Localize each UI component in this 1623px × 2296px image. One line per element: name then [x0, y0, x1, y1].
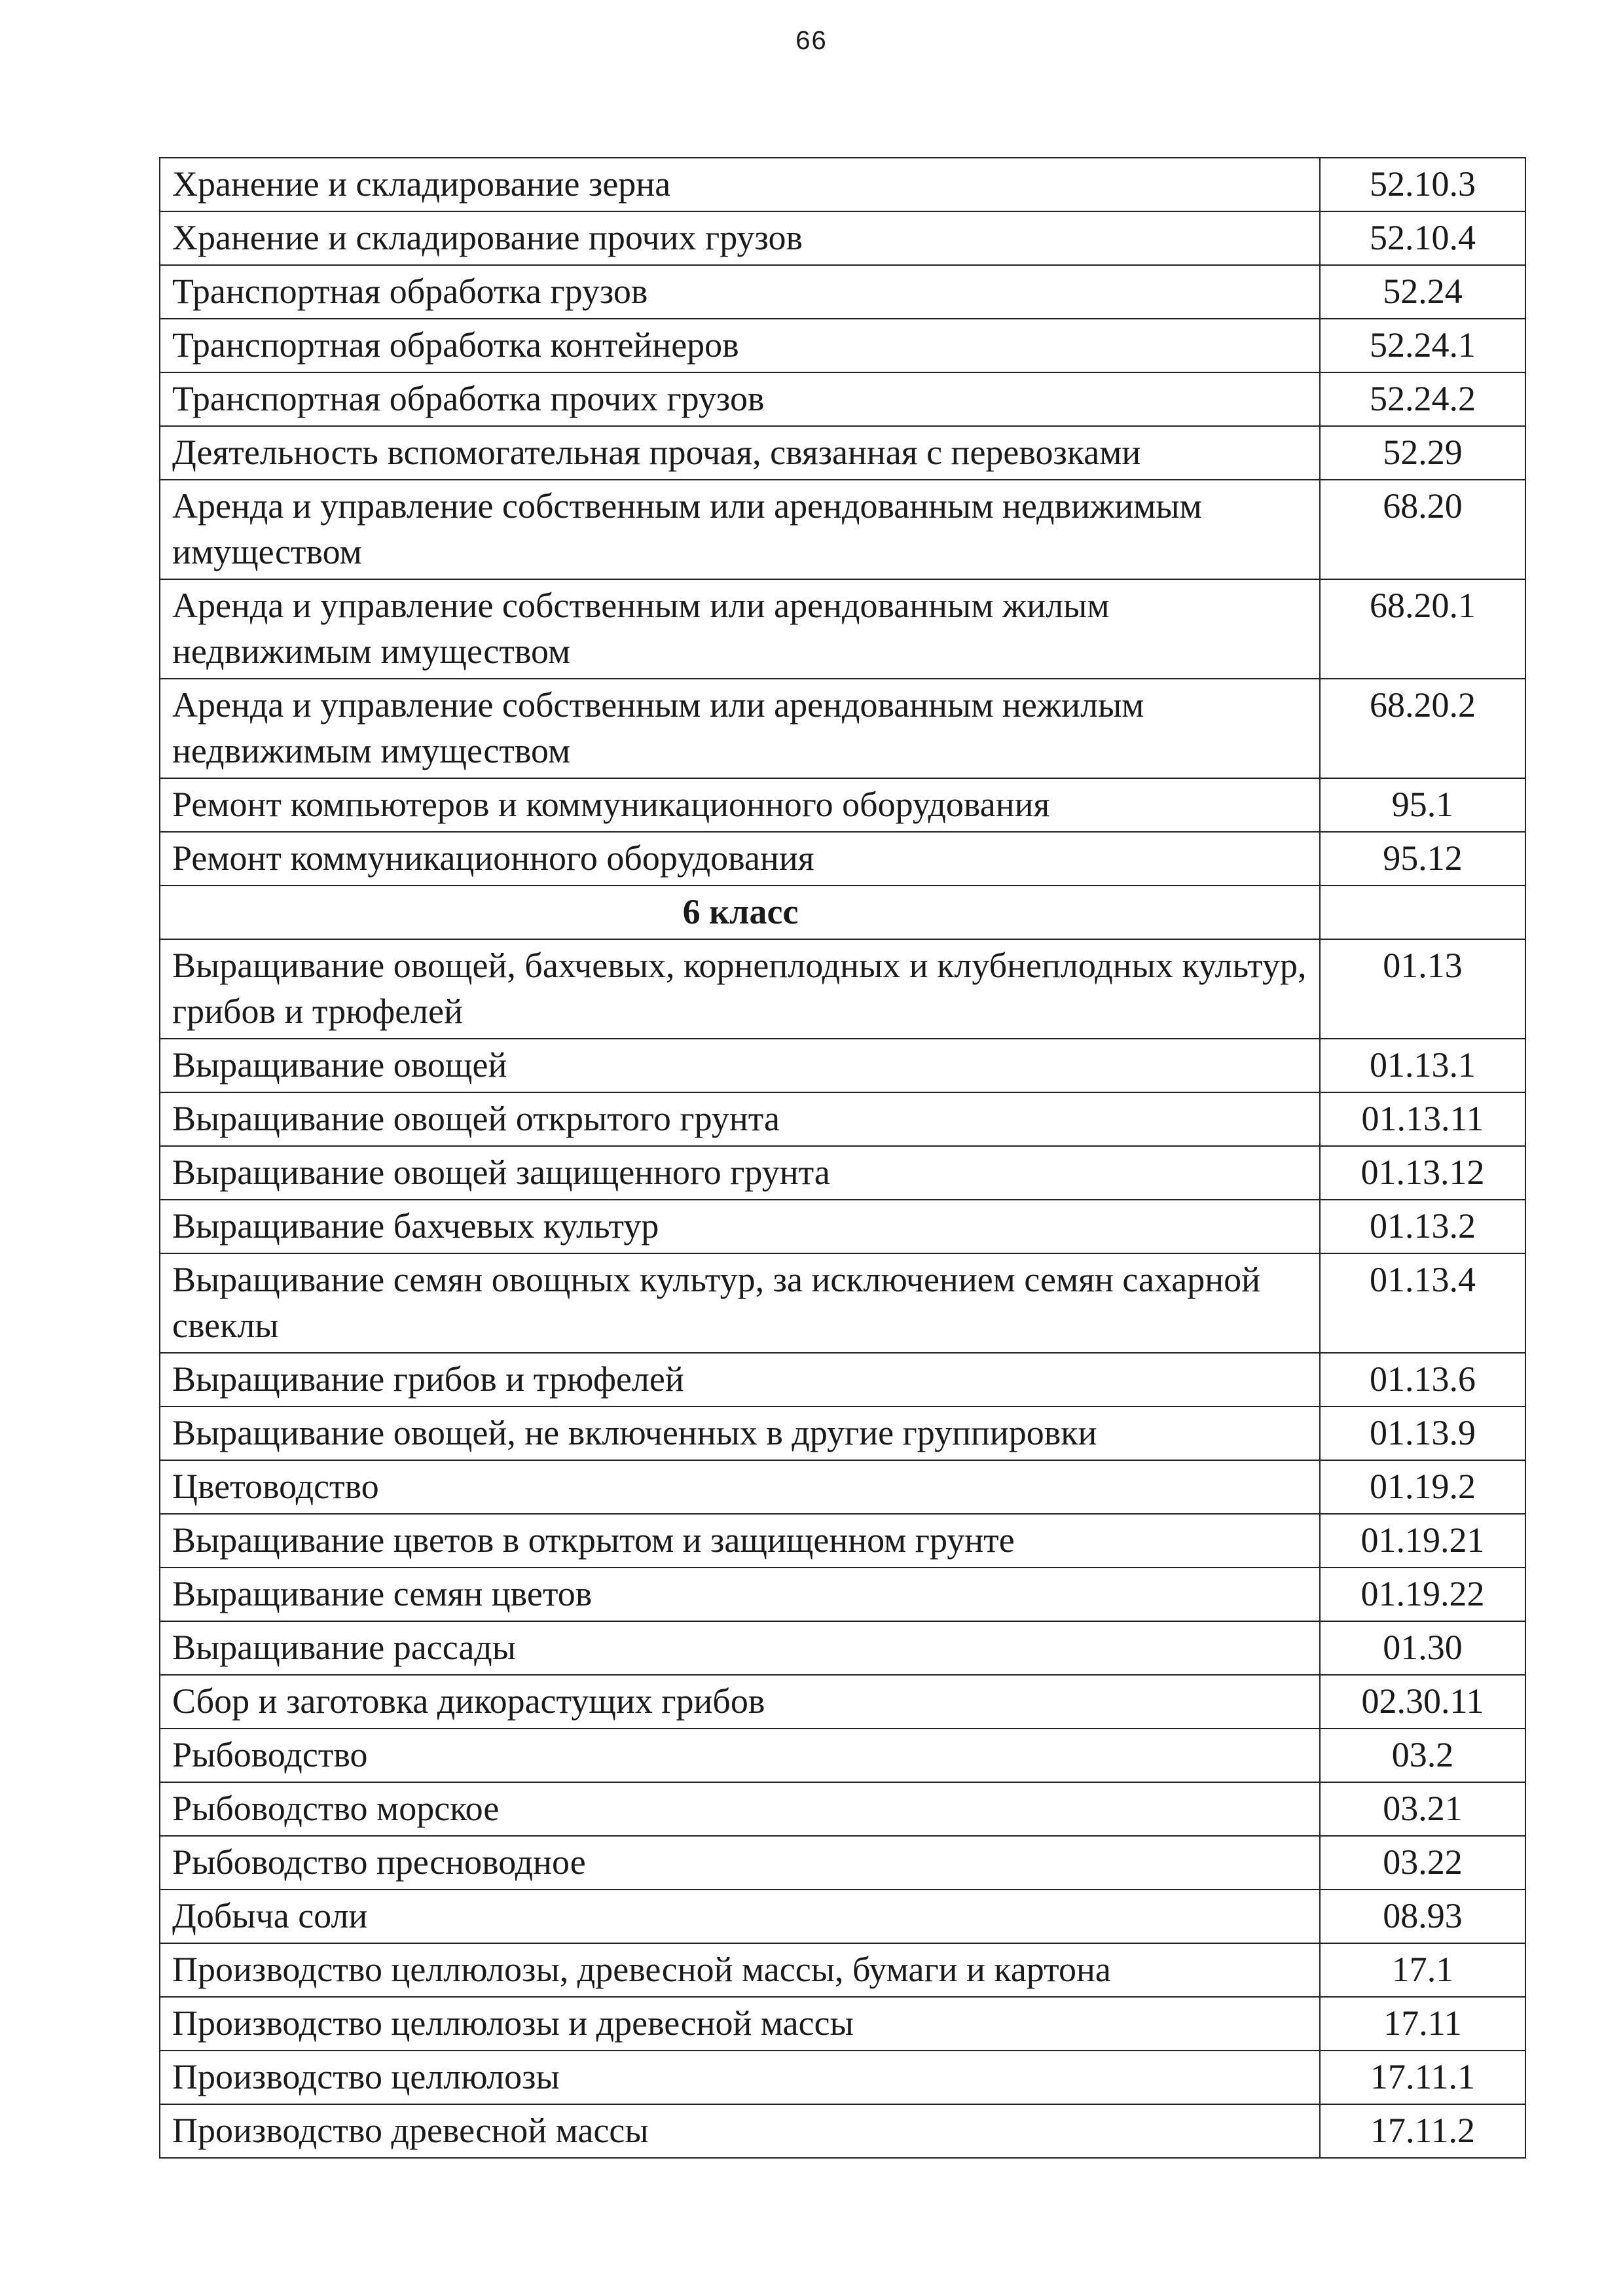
- activity-name: Аренда и управление собственным или арендованным нежилым недвижимым имуществом: [160, 679, 1320, 778]
- activity-name: Выращивание овощей защищенного грунта: [160, 1146, 1320, 1200]
- activity-code: 17.11.1: [1320, 2051, 1525, 2104]
- activity-name: Рыбоводство морское: [160, 1782, 1320, 1836]
- activity-code-table: [159, 157, 1526, 2159]
- table-row: [160, 1407, 1525, 1460]
- activity-code: 01.13.6: [1320, 1353, 1525, 1407]
- table-row: [160, 2104, 1525, 2158]
- table-row: [160, 1460, 1525, 1514]
- table-row: [160, 211, 1525, 265]
- activity-code: 03.2: [1320, 1729, 1525, 1782]
- activity-name: Хранение и складирование прочих грузов: [160, 211, 1320, 265]
- activity-name: Выращивание семян цветов: [160, 1568, 1320, 1621]
- activity-name: Транспортная обработка грузов: [160, 265, 1320, 319]
- activity-code: 01.13.12: [1320, 1146, 1525, 1200]
- activity-code: 68.20: [1320, 480, 1525, 579]
- activity-name: Производство целлюлозы: [160, 2051, 1320, 2104]
- activity-name: Производство целлюлозы, древесной массы, бумаги и картона: [160, 1943, 1320, 1997]
- table-row: [160, 1092, 1525, 1146]
- table-row: [160, 1675, 1525, 1729]
- activity-name: Выращивание цветов в открытом и защищенном грунте: [160, 1514, 1320, 1568]
- class-header-row: [160, 886, 1525, 939]
- class-heading: 6 класс: [160, 886, 1320, 939]
- activity-code: 01.13.1: [1320, 1039, 1525, 1092]
- activity-code: 01.19.22: [1320, 1568, 1525, 1621]
- activity-code: 01.30: [1320, 1621, 1525, 1675]
- activity-code: 01.13.2: [1320, 1200, 1525, 1253]
- activity-name: Выращивание овощей: [160, 1039, 1320, 1092]
- activity-code: 52.24: [1320, 265, 1525, 319]
- activity-name: Ремонт коммуникационного оборудования: [160, 832, 1320, 886]
- activity-name: Выращивание овощей открытого грунта: [160, 1092, 1320, 1146]
- activity-code: 01.13.9: [1320, 1407, 1525, 1460]
- table-row: [160, 1200, 1525, 1253]
- activity-name: Цветоводство: [160, 1460, 1320, 1514]
- activity-code: 03.21: [1320, 1782, 1525, 1836]
- table-row: [160, 939, 1525, 1039]
- table-row: [160, 426, 1525, 480]
- activity-code: 17.11: [1320, 1997, 1525, 2051]
- table-row: [160, 1943, 1525, 1997]
- activity-name: Аренда и управление собственным или арендованным недвижимым имуществом: [160, 480, 1320, 579]
- table-row: [160, 1039, 1525, 1092]
- activity-name: Хранение и складирование зерна: [160, 158, 1320, 211]
- activity-name: Деятельность вспомогательная прочая, связанная с перевозками: [160, 426, 1320, 480]
- activity-name: Аренда и управление собственным или арендованным жилым недвижимым имуществом: [160, 579, 1320, 679]
- table-row: [160, 265, 1525, 319]
- table-row: [160, 158, 1525, 211]
- activity-code: 68.20.1: [1320, 579, 1525, 679]
- table-row: [160, 1890, 1525, 1943]
- activity-name: Производство древесной массы: [160, 2104, 1320, 2158]
- table-row: [160, 1836, 1525, 1890]
- activity-code: 52.24.1: [1320, 319, 1525, 372]
- table-row: [160, 832, 1525, 886]
- activity-code: 52.29: [1320, 426, 1525, 480]
- activity-code: 01.19.21: [1320, 1514, 1525, 1568]
- activity-code: 01.13: [1320, 939, 1525, 1039]
- activity-code: 08.93: [1320, 1890, 1525, 1943]
- activity-name: Рыбоводство пресноводное: [160, 1836, 1320, 1890]
- table-row: [160, 1514, 1525, 1568]
- activity-code: 68.20.2: [1320, 679, 1525, 778]
- activity-name: Выращивание грибов и трюфелей: [160, 1353, 1320, 1407]
- activity-code: 17.11.2: [1320, 2104, 1525, 2158]
- activity-code: [1320, 886, 1525, 939]
- activity-code: 52.10.4: [1320, 211, 1525, 265]
- activity-code: 52.24.2: [1320, 372, 1525, 426]
- activity-name: Выращивание овощей, бахчевых, корнеплодных и клубнеплодных культур, грибов и трюфелей: [160, 939, 1320, 1039]
- table-row: [160, 319, 1525, 372]
- activity-name: Сбор и заготовка дикорастущих грибов: [160, 1675, 1320, 1729]
- table-row: [160, 1146, 1525, 1200]
- page-number: 66: [795, 26, 828, 55]
- activity-name: Производство целлюлозы и древесной массы: [160, 1997, 1320, 2051]
- activity-name: Транспортная обработка контейнеров: [160, 319, 1320, 372]
- activity-name: Выращивание семян овощных культур, за исключением семян сахарной свеклы: [160, 1253, 1320, 1353]
- activity-code: 95.1: [1320, 778, 1525, 832]
- activity-code: 02.30.11: [1320, 1675, 1525, 1729]
- table-row: [160, 1782, 1525, 1836]
- activity-name: Ремонт компьютеров и коммуникационного оборудования: [160, 778, 1320, 832]
- table-row: [160, 480, 1525, 579]
- activity-name: Выращивание бахчевых культур: [160, 1200, 1320, 1253]
- activity-code: 95.12: [1320, 832, 1525, 886]
- table-row: [160, 2051, 1525, 2104]
- table-row: [160, 1621, 1525, 1675]
- activity-code: 01.19.2: [1320, 1460, 1525, 1514]
- activity-name: Выращивание рассады: [160, 1621, 1320, 1675]
- activity-code: 01.13.11: [1320, 1092, 1525, 1146]
- table-row: [160, 1568, 1525, 1621]
- table-row: [160, 1729, 1525, 1782]
- activity-code: 01.13.4: [1320, 1253, 1525, 1353]
- table-row: [160, 679, 1525, 778]
- activity-name: Выращивание овощей, не включенных в другие группировки: [160, 1407, 1320, 1460]
- table-row: [160, 1997, 1525, 2051]
- activity-code: 17.1: [1320, 1943, 1525, 1997]
- table-row: [160, 372, 1525, 426]
- table-row: [160, 579, 1525, 679]
- table-row: [160, 778, 1525, 832]
- table-row: [160, 1253, 1525, 1353]
- activity-code: 03.22: [1320, 1836, 1525, 1890]
- activity-name: Транспортная обработка прочих грузов: [160, 372, 1320, 426]
- activity-name: Рыбоводство: [160, 1729, 1320, 1782]
- activity-code: 52.10.3: [1320, 158, 1525, 211]
- table-row: [160, 1353, 1525, 1407]
- activity-name: Добыча соли: [160, 1890, 1320, 1943]
